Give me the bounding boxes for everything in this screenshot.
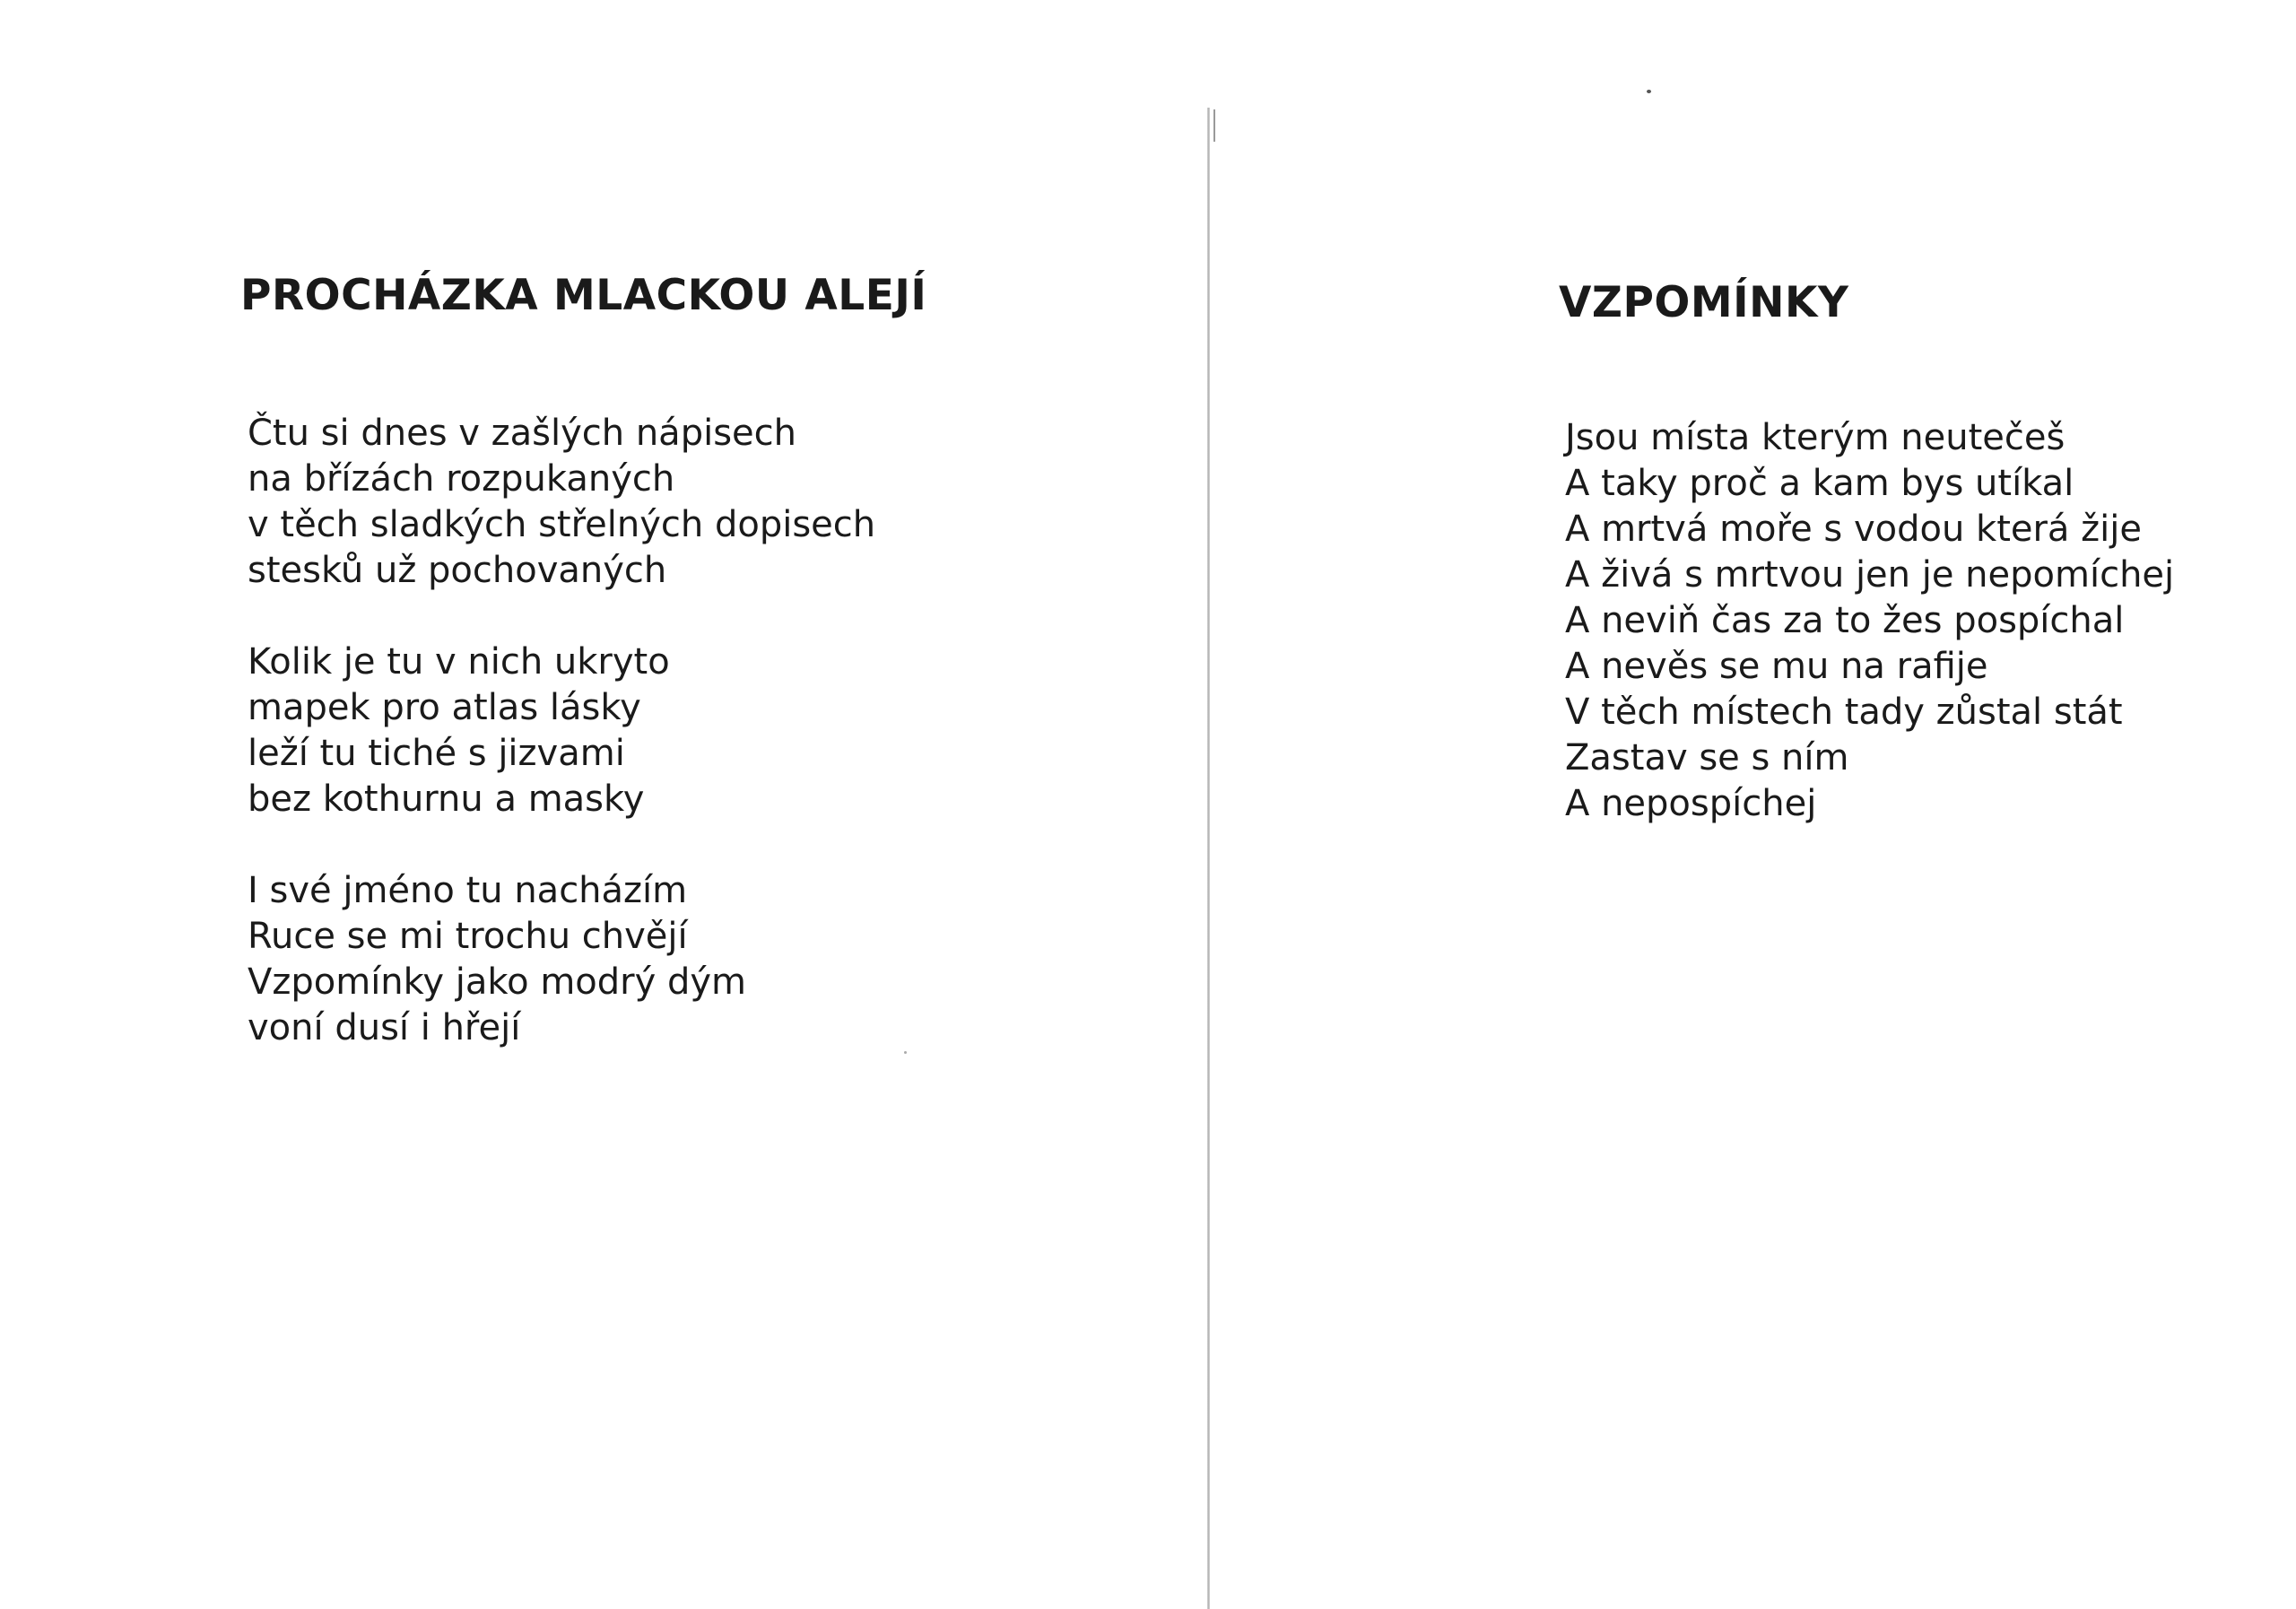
poem-line: voní dusí i hřejí <box>248 1007 521 1048</box>
poem-line: v těch sladkých střelných dopisech <box>248 504 876 545</box>
stanza <box>248 411 875 594</box>
poem-body <box>248 411 875 1097</box>
poem-line: A neviň čas za to žes pospíchal <box>1565 600 2125 641</box>
poem-title: VZPOMÍNKY <box>1559 278 1849 327</box>
stanza <box>248 639 875 822</box>
poem-line: Kolik je tu v nich ukryto <box>248 641 670 683</box>
poem-line: bez kothurnu a masky <box>248 778 645 820</box>
poem-line: A nevěs se mu na rafije <box>1565 646 1988 687</box>
poem-body <box>1565 415 2174 873</box>
poem-line: Zastav se s ním <box>1565 737 1849 778</box>
poem-line: stesků už pochovaných <box>248 550 667 591</box>
poem-line: Jsou místa kterým neutečeš <box>1565 417 2066 458</box>
poem-line: A mrtvá moře s vodou která žije <box>1565 509 2142 550</box>
poem-line: A živá s mrtvou jen je nepomíchej <box>1565 554 2175 596</box>
poem-line: I své jméno tu nacházím <box>248 870 688 911</box>
poem-line: leží tu tiché s jizvami <box>248 733 625 774</box>
scan-speck <box>904 1051 907 1054</box>
poem-line: V těch místech tady zůstal stát <box>1565 691 2123 733</box>
poem-line: mapek pro atlas lásky <box>248 687 641 728</box>
poem-line: A taky proč a kam bys utíkal <box>1565 463 2074 504</box>
poem-line: A nepospíchej <box>1565 783 1817 824</box>
poem-line: na břízách rozpukaných <box>248 458 675 500</box>
poem-line: Vzpomínky jako modrý dým <box>248 961 747 1003</box>
poem-line: Čtu si dnes v zašlých nápisech <box>248 413 796 454</box>
page-gutter <box>1207 108 1210 1609</box>
poem-line: Ruce se mi trochu chvějí <box>248 916 688 957</box>
stanza <box>1565 415 2174 827</box>
poem-title: PROCHÁZKA MLACKOU ALEJÍ <box>240 271 927 320</box>
stanza <box>248 868 875 1051</box>
